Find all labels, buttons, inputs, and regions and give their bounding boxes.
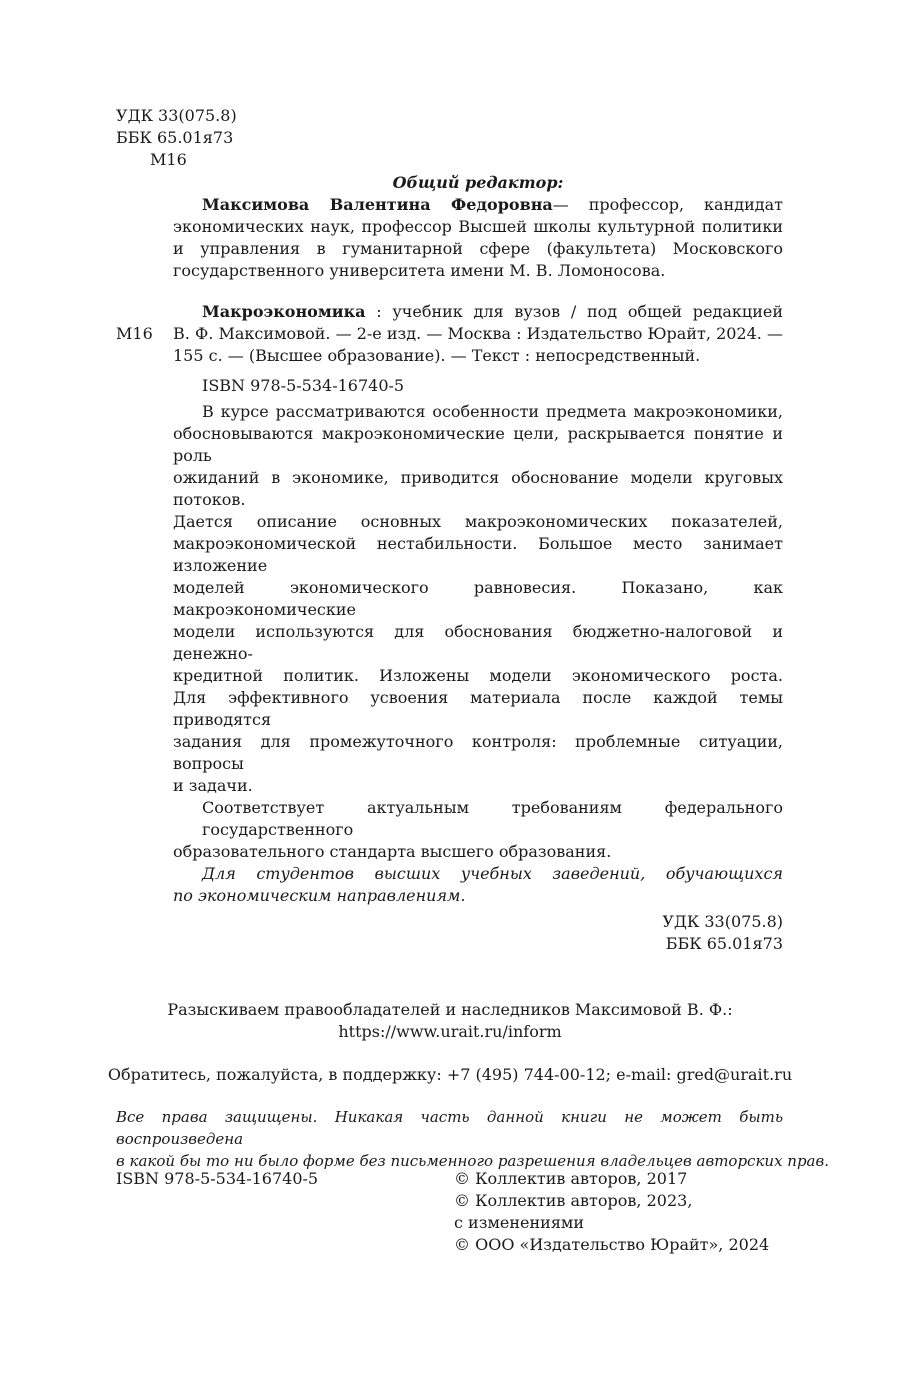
editor-line-2: экономических наук, профессор Высшей школы культурной политики: [173, 217, 783, 236]
audience-line: по экономическим направлениям.: [173, 886, 466, 905]
udk-code-bottom: УДК 33(075.8): [662, 912, 783, 931]
standard-line: Соответствует актуальным требованиям федерального государственного: [202, 798, 783, 839]
search-url[interactable]: https://www.urait.ru/inform: [338, 1022, 562, 1041]
annotation-line: Дается описание основных макроэкономических показателей,: [173, 512, 783, 531]
isbn-top: ISBN 978-5-534-16740-5: [202, 376, 405, 395]
classification-block: [116, 105, 237, 171]
rights-holders-search: [0, 999, 900, 1043]
support-contact: Обратитесь, пожалуйста, в поддержку: +7 (495) 744-00-12; e-mail: gred@urait.ru: [107, 1065, 793, 1084]
annotation-line: ожиданий в экономике, приводится обоснование модели круговых потоков.: [173, 468, 783, 509]
udk-code: УДК 33(075.8): [116, 106, 237, 125]
annotation-line: В курсе рассматриваются особенности предмета макроэкономики,: [202, 402, 783, 421]
book-title: Макроэкономика: [202, 302, 366, 321]
rights-line-2: в какой бы то ни было форме без письменного разрешения владельцев авторских прав.: [116, 1152, 829, 1170]
copyright-line: с изменениями: [454, 1213, 585, 1232]
editor-line-3: и управления в гуманитарной сфере (факультета) Московского: [173, 239, 783, 258]
bbk-code-bottom: ББК 65.01я73: [665, 934, 783, 953]
copyright-line: © Коллектив авторов, 2023,: [454, 1191, 693, 1210]
rights-notice: [116, 1106, 829, 1172]
rights-line-1: Все права защищены. Никакая часть данной книги не может быть воспроизведена: [116, 1108, 783, 1148]
isbn-bottom: ISBN 978-5-534-16740-5: [116, 1169, 319, 1188]
editor-description: [173, 194, 783, 282]
editor-name: Максимова Валентина Федоровна: [202, 195, 553, 214]
author-mark: М16: [150, 150, 187, 169]
editor-line-4: государственного университета имени М. В. Ломоносова.: [173, 261, 666, 280]
annotation-line: обосновываются макроэкономические цели, раскрывается понятие и роль: [173, 424, 783, 465]
copyright-list: [454, 1168, 769, 1256]
editor-heading: Общий редактор:: [392, 173, 564, 192]
annotation: [173, 401, 783, 955]
bib-line-1: Макроэкономика : учебник для вузов / под общей редакцией: [202, 302, 783, 321]
standard-line: образовательного стандарта высшего образования.: [173, 842, 612, 861]
annotation-line: Для эффективного усвоения материала после каждой темы приводятся: [173, 688, 783, 729]
audience-line: Для студентов высших учебных заведений, обучающихся: [202, 864, 783, 883]
annotation-line: макроэкономической нестабильности. Большое место занимает изложение: [173, 534, 783, 575]
annotation-line: и задачи.: [173, 776, 253, 795]
search-text: Разыскиваем правообладателей и наследников Максимовой В. Ф.:: [167, 1000, 733, 1019]
annotation-line: кредитной политик. Изложены модели экономического роста.: [173, 666, 783, 685]
bib-author-mark: М16: [116, 324, 153, 343]
annotation-line: моделей экономического равновесия. Показано, как макроэкономические: [173, 578, 783, 619]
bib-record: [173, 301, 783, 397]
annotation-line: задания для промежуточного контроля: проблемные ситуации, вопросы: [173, 732, 783, 773]
editor-line-1: Максимова Валентина Федоровна— профессор, кандидат: [202, 195, 783, 214]
bib-line-2: В. Ф. Максимовой. — 2-е изд. — Москва : Издательство Юрайт, 2024. —: [173, 324, 783, 343]
copyright-line: © ООО «Издательство Юрайт», 2024: [454, 1235, 770, 1254]
bib-line-3: 155 с. — (Высшее образование). — Текст : непосредственный.: [173, 346, 701, 365]
copyright-line: © Коллектив авторов, 2017: [454, 1169, 688, 1188]
annotation-line: модели используются для обоснования бюджетно-налоговой и денежно-: [173, 622, 783, 663]
bbk-code: ББК 65.01я73: [116, 128, 234, 147]
